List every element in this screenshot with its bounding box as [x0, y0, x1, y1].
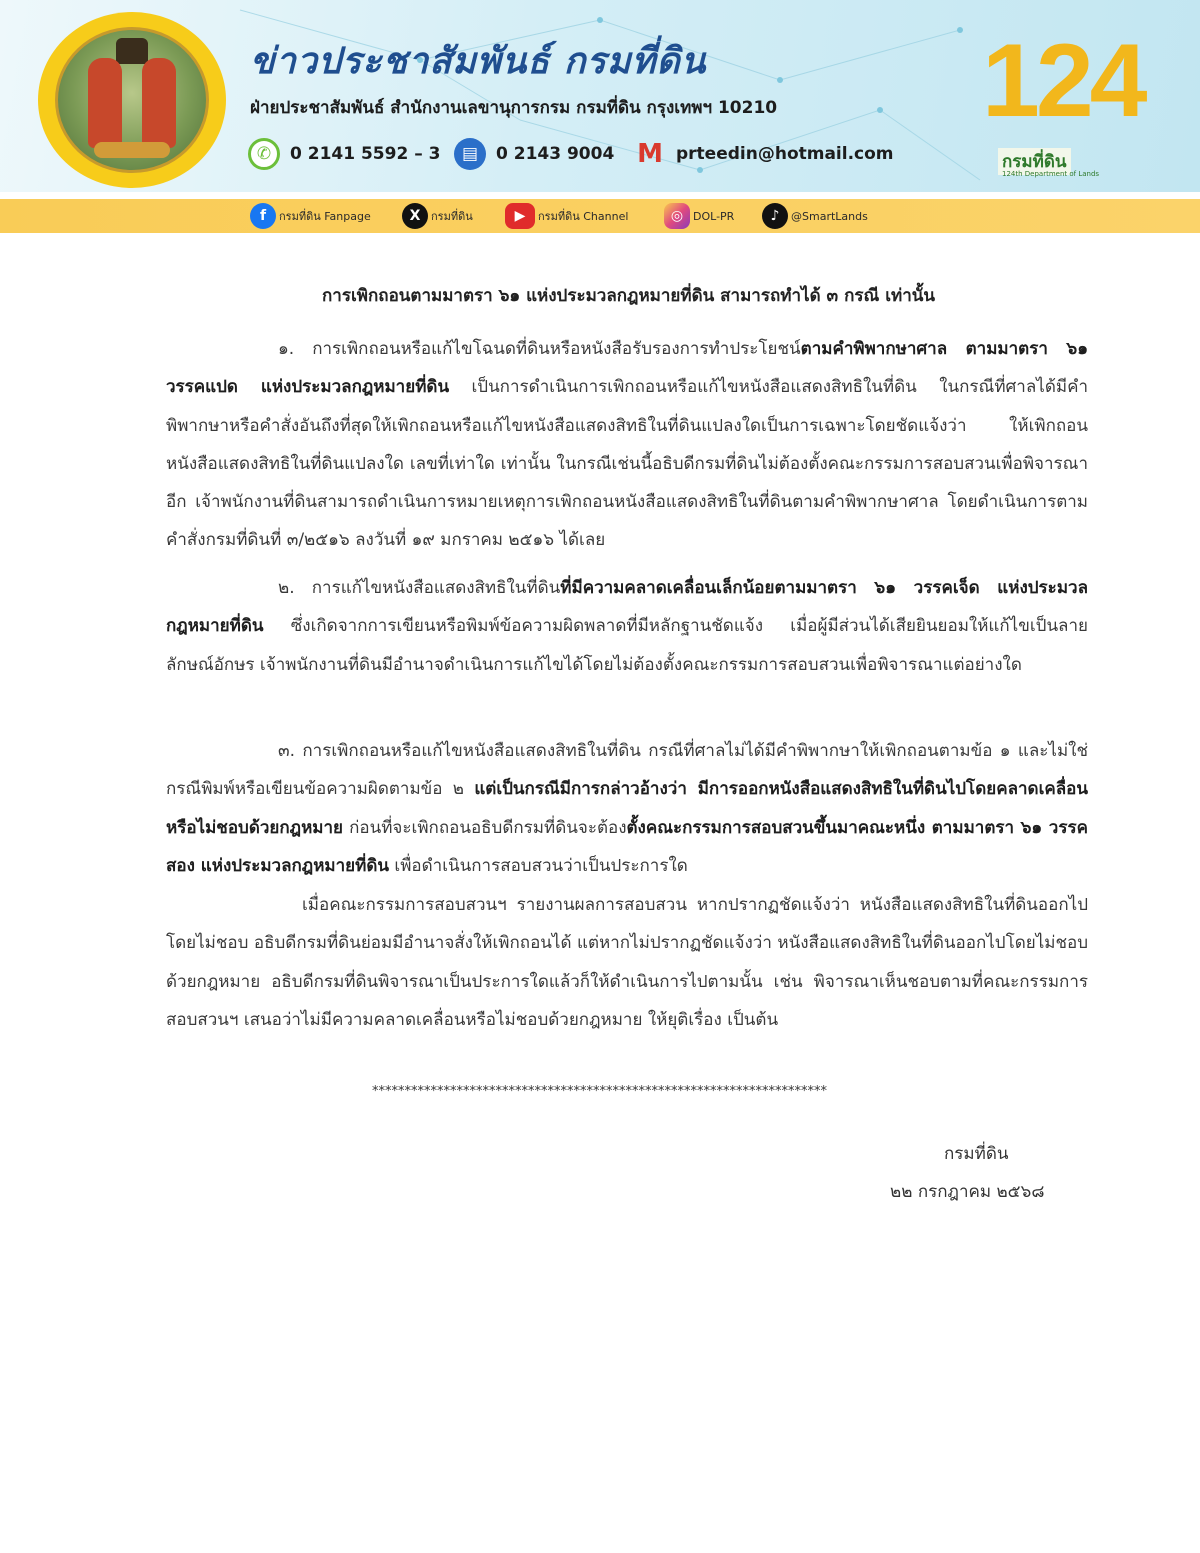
- header-title: ข่าวประชาสัมพันธ์ กรมที่ดิน: [250, 41, 707, 82]
- header-subtitle: ฝ่ายประชาสัมพันธ์ สำนักงานเลขานุการกรม กรมที่ดิน กรุงเทพฯ 10210: [250, 98, 778, 118]
- social-label: DOL-PR: [693, 209, 735, 223]
- gmail-icon: M: [637, 139, 663, 169]
- social-youtube[interactable]: [505, 203, 628, 229]
- department-seal-logo: [38, 12, 226, 188]
- instagram-icon: ◎: [664, 203, 690, 229]
- header-banner: [0, 0, 1200, 192]
- x-icon: X: [402, 203, 428, 229]
- anniversary-dept: กรมที่ดิน: [998, 148, 1071, 175]
- anniversary-logo: [982, 23, 1178, 186]
- social-tiktok[interactable]: [762, 203, 868, 229]
- document-title: การเพิกถอนตามมาตรา ๖๑ แห่งประมวลกฎหมายที่ดิน สามารถทำได้ ๓ กรณี เท่านั้น: [322, 286, 935, 306]
- paragraph-4: เมื่อคณะกรรมการสอบสวนฯ รายงานผลการสอบสวน หากปรากฏชัดแจ้งว่า หนังสือแสดงสิทธิในที่ดินออกไปโดยไม่ชอบ อธิบดีกรมที่ดินย่อมมีอำนาจสั่งให้เพิกถอนได้ แต่หากไม่ปรากฏชัดแจ้งว่า หนังสือแสดงสิทธิในที่ดินออกไปโดยไม่ชอบด้วยกฎหมาย อธิบดีกรมที่ดินพิจารณาเป็นประการใดแล้วก็ให้ดำเนินการไปตามนั้น เช่น พิจารณาเห็นชอบตามที่คณะกรรมการสอบสวนฯ เสนอว่าไม่มีความคลาดเคลื่อนหรือไม่ชอบด้วยกฎหมาย ให้ยุติเรื่อง เป็นต้น: [166, 895, 1088, 1030]
- anniversary-number: 124: [982, 23, 1144, 139]
- facebook-icon: f: [250, 203, 276, 229]
- phone-icon: ✆: [248, 138, 280, 170]
- separator: **********************************************************************: [372, 1084, 827, 1099]
- fax-contact: [454, 138, 614, 170]
- paragraph-1: ๑. การเพิกถอนหรือแก้ไขโฉนดที่ดินหรือหนังสือรับรองการทำประโยชน์ตามคำพิพากษาศาล ตามมาตรา ๖๑ วรรคแปด แห่งประมวลกฎหมายที่ดิน เป็นการดำเนินการเพิกถอนหรือแก้ไขหนังสือแสดงสิทธิในที่ดิน ในกรณีที่ศาลได้มีคำพิพากษาหรือคำสั่งอันถึงที่สุดให้เพิกถอนหรือแก้ไขหนังสือแสดงสิทธิในที่ดินแปลงใดเป็นการเฉพาะโดยชัดแจ้งว่า ให้เพิกถอนหนังสือแสดงสิทธิในที่ดินแปลงใด เลขที่เท่าใด เท่านั้น ในกรณีเช่นนี้อธิบดีกรมที่ดินไม่ต้องตั้งคณะกรรมการสอบสวนเพื่อพิจารณาอีก เจ้าพนักงานที่ดินสามารถดำเนินการหมายเหตุการเพิกถอนหนังสือแสดงสิทธิในที่ดินตามคำพิพากษาศาล โดยดำเนินการตามคำสั่งกรมที่ดินที่ ๓/๒๕๑๖ ลงวันที่ ๑๙ มกราคม ๒๕๑๖ ได้เลย: [166, 339, 1088, 551]
- anniversary-dept-en: 124th Department of Lands: [1002, 170, 1100, 178]
- social-label: กรมที่ดิน Channel: [538, 210, 629, 223]
- social-facebook[interactable]: [250, 203, 371, 229]
- email-address: prteedin@hotmail.com: [676, 144, 894, 164]
- signature-date: ๒๒ กรกฎาคม ๒๕๖๘: [890, 1182, 1045, 1202]
- social-label: @SmartLands: [791, 209, 868, 223]
- social-label: กรมที่ดิน Fanpage: [279, 210, 371, 223]
- social-bar: [0, 199, 1200, 233]
- phone-number: 0 2141 5592 – 3: [290, 144, 441, 164]
- paragraph-2: ๒. การแก้ไขหนังสือแสดงสิทธิในที่ดินที่มีความคลาดเคลื่อนเล็กน้อยตามมาตรา ๖๑ วรรคเจ็ด แห่งประมวลกฎหมายที่ดิน ซึ่งเกิดจากการเขียนหรือพิมพ์ข้อความผิดพลาดที่มีหลักฐานชัดแจ้ง เมื่อผู้มีส่วนได้เสียยินยอมให้แก้ไขเป็นลายลักษณ์อักษร เจ้าพนักงานที่ดินมีอำนาจดำเนินการแก้ไขได้โดยไม่ต้องตั้งคณะกรรมการสอบสวนเพื่อพิจารณาแต่อย่างใด: [166, 578, 1088, 675]
- social-x[interactable]: [402, 203, 473, 229]
- social-label: กรมที่ดิน: [431, 210, 473, 223]
- paragraph-3: ๓. การเพิกถอนหรือแก้ไขหนังสือแสดงสิทธิในที่ดิน กรณีที่ศาลไม่ได้มีคำพิพากษาให้เพิกถอนตามข้อ ๑ และไม่ใช่กรณีพิมพ์หรือเขียนข้อความผิดตามข้อ ๒ แต่เป็นกรณีมีการกล่าวอ้างว่า มีการออกหนังสือแสดงสิทธิในที่ดินไปโดยคลาดเคลื่อนหรือไม่ชอบด้วยกฎหมาย ก่อนที่จะเพิกถอนอธิบดีกรมที่ดินจะต้องตั้งคณะกรรมการสอบสวนขึ้นมาคณะหนึ่ง ตามมาตรา ๖๑ วรรคสอง แห่งประมวลกฎหมายที่ดิน เพื่อดำเนินการสอบสวนว่าเป็นประการใด: [166, 741, 1088, 876]
- email-contact: [634, 138, 894, 170]
- signature-org: กรมที่ดิน: [944, 1144, 1009, 1164]
- fax-icon: ▤: [454, 138, 486, 170]
- social-instagram[interactable]: [664, 203, 734, 229]
- phone-contact: [248, 138, 440, 170]
- fax-number: 0 2143 9004: [496, 144, 615, 164]
- tiktok-icon: ♪: [762, 203, 788, 229]
- youtube-icon: ▶: [505, 203, 535, 229]
